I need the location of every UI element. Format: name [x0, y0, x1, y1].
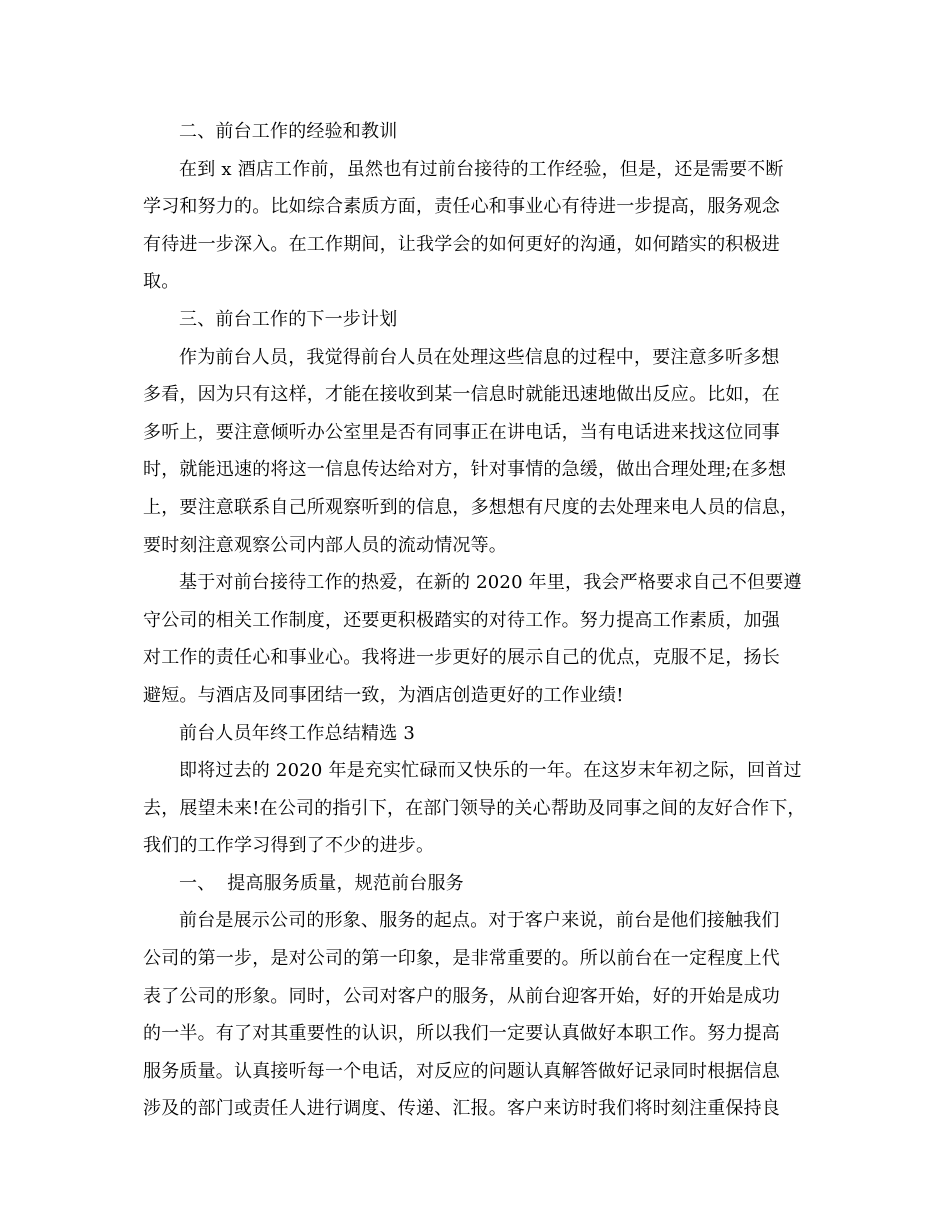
paragraph-line: 在到 x 酒店工作前，虽然也有过前台接待的工作经验，但是，还是需要不断	[179, 158, 784, 180]
section-heading: 一、 提高服务质量，规范前台服务	[179, 872, 464, 894]
paragraph-line: 表了公司的形象。同时，公司对客户的服务，从前台迎客开始，好的开始是成功	[143, 985, 780, 1007]
paragraph-line: 基于对前台接待工作的热爱，在新的 2020 年里，我会严格要求自己不但要遵	[179, 572, 802, 594]
paragraph-line: 对工作的责任心和事业心。我将进一步更好的展示自己的优点，克服不足，扬长	[143, 647, 780, 669]
paragraph-line: 前台是展示公司的形象、服务的起点。对于客户来说，前台是他们接触我们	[179, 910, 780, 932]
paragraph-line: 避短。与酒店及同事团结一致，为酒店创造更好的工作业绩!	[143, 684, 624, 706]
document-body	[143, 113, 813, 1128]
section-heading: 三、前台工作的下一步计划	[179, 308, 398, 330]
paragraph-line: 守公司的相关工作制度，还要更积极踏实的对待工作。努力提高工作素质，加强	[143, 609, 780, 631]
paragraph-line: 服务质量。认真接听每一个电话，对反应的问题认真解答做好记录同时根据信息	[143, 1060, 780, 1082]
paragraph-line: 时，就能迅速的将这一信息传达给对方，针对事情的急缓，做出合理处理;在多想	[143, 459, 787, 481]
paragraph-line: 公司的第一步，是对公司的第一印象，是非常重要的。所以前台在一定程度上代	[143, 948, 780, 970]
paragraph-line: 去，展望未来!在公司的指引下，在部门领导的关心帮助及同事之间的友好合作下，	[143, 797, 806, 819]
paragraph-line: 上，要注意联系自己所观察听到的信息，多想想有尺度的去处理来电人员的信息，	[143, 496, 799, 518]
paragraph-line: 涉及的部门或责任人进行调度、传递、汇报。客户来访时我们将时刻注重保持良	[143, 1098, 780, 1120]
paragraph-line: 要时刻注意观察公司内部人员的流动情况等。	[143, 534, 507, 556]
paragraph-line: 作为前台人员，我觉得前台人员在处理这些信息的过程中，要注意多听多想	[179, 346, 780, 368]
article-title: 前台人员年终工作总结精选 3	[179, 722, 415, 744]
paragraph-line: 取。	[143, 271, 180, 293]
section-heading: 二、前台工作的经验和教训	[179, 121, 398, 142]
paragraph-line: 有待进一步深入。在工作期间，让我学会的如何更好的沟通，如何踏实的积极进	[143, 233, 780, 255]
paragraph-line: 学习和努力的。比如综合素质方面，责任心和事业心有待进一步提高，服务观念	[143, 196, 780, 218]
paragraph-line: 的一半。有了对其重要性的认识，所以我们一定要认真做好本职工作。努力提高	[143, 1023, 780, 1045]
paragraph-line: 我们的工作学习得到了不少的进步。	[143, 835, 435, 857]
paragraph-line: 多听上，要注意倾听办公室里是否有同事正在讲电话，当有电话进来找这位同事	[143, 421, 780, 443]
paragraph-line: 多看，因为只有这样，才能在接收到某一信息时就能迅速地做出反应。比如，在	[143, 384, 780, 406]
paragraph-line: 即将过去的 2020 年是充实忙碌而又快乐的一年。在这岁末年初之际，回首过	[179, 760, 802, 782]
